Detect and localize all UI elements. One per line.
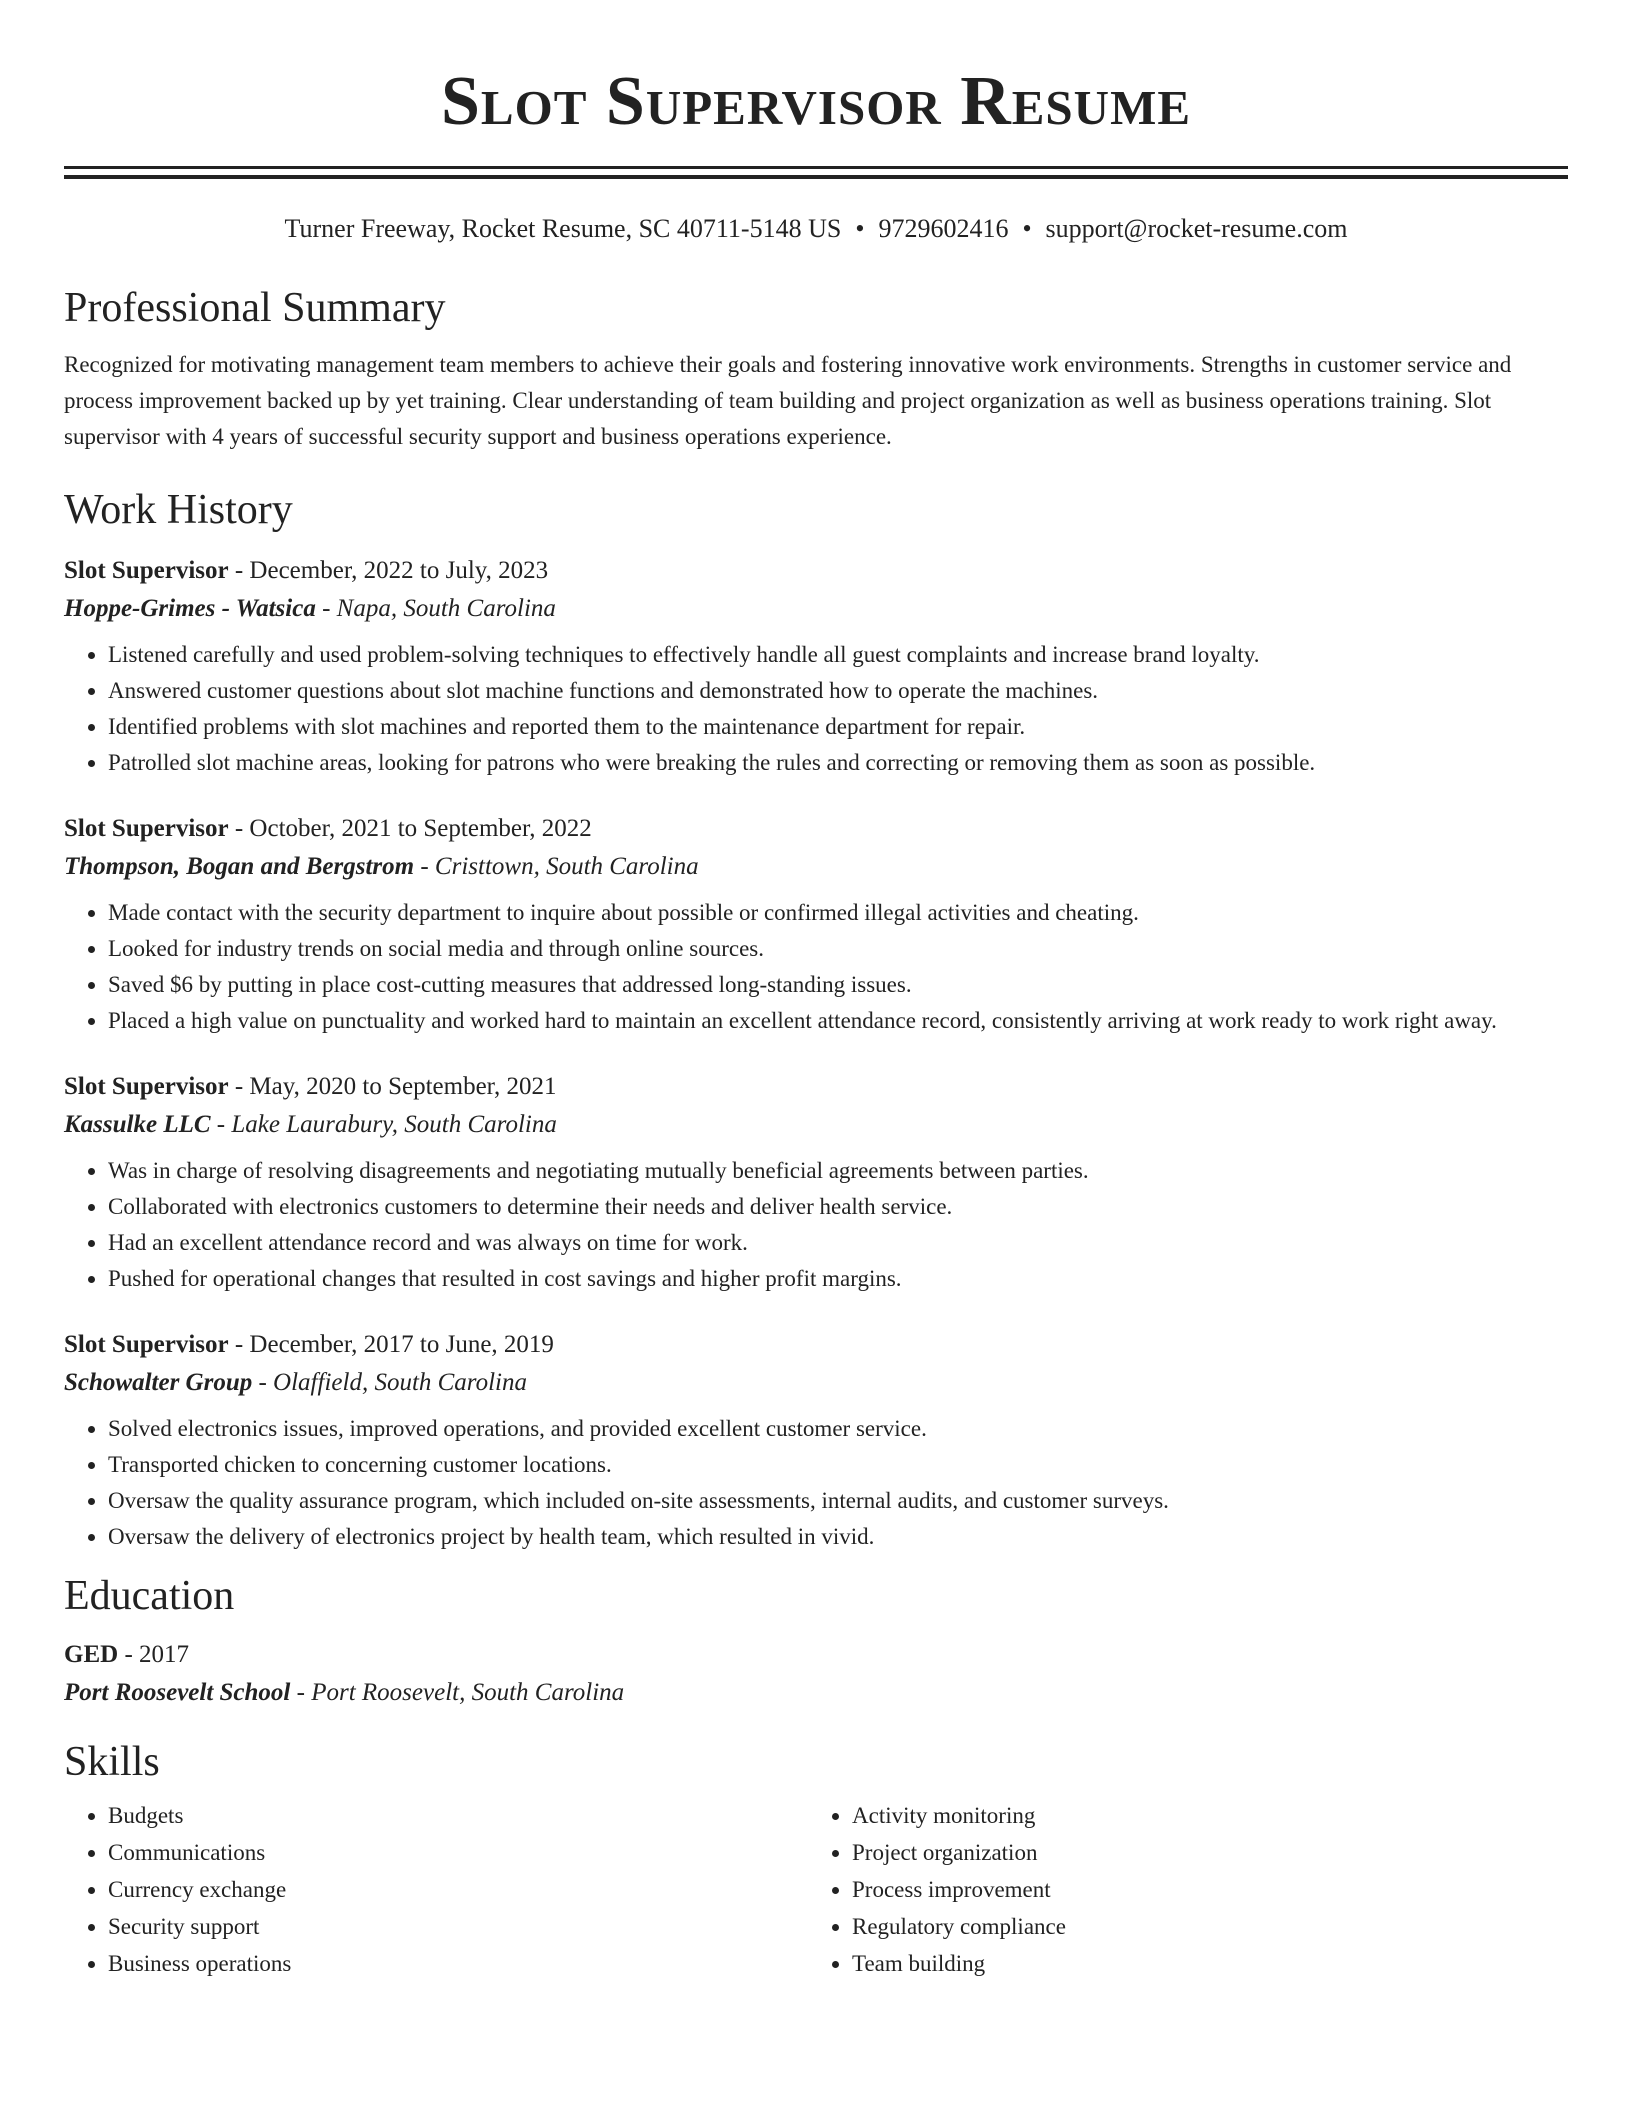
contact-email: support@rocket-resume.com (1045, 214, 1348, 243)
skill-item: • Budgets (108, 1797, 808, 1834)
employer-name: Thompson, Bogan and Bergstrom (64, 853, 415, 880)
list-item: • Looked for industry trends on social media and through online sources. (108, 931, 1568, 967)
job-dates: - October, 2021 to September, 2022 (228, 815, 592, 842)
job-entry (64, 1069, 1568, 1297)
job-title: Slot Supervisor (64, 557, 229, 584)
skills-column-right (808, 1797, 1552, 1982)
job-entry (64, 811, 1568, 1039)
employer-line (64, 591, 1568, 627)
job-entry (64, 1327, 1568, 1555)
skills-heading: Skills (64, 1739, 160, 1785)
employer-name: Kassulke LLC (64, 1111, 211, 1138)
employer-name: Schowalter Group (64, 1369, 253, 1396)
page-title: Slot Supervisor Resume (440, 63, 1191, 140)
school-location: - Port Roosevelt, South Carolina (290, 1679, 625, 1706)
education-entry (64, 1637, 1568, 1711)
list-item: • Identified problems with slot machines and reported them to the maintenance department for repair. (108, 709, 1568, 745)
job-bullets (64, 1153, 1568, 1297)
job-bullets (64, 895, 1568, 1039)
job-bullets (64, 1411, 1568, 1555)
skill-item: • Business operations (108, 1945, 808, 1982)
list-item: • Answered customer questions about slot machine functions and demonstrated how to operate the machines. (108, 673, 1568, 709)
job-dates: - May, 2020 to September, 2021 (228, 1073, 557, 1100)
job-title-line (64, 1069, 1568, 1105)
job-title-line (64, 553, 1568, 589)
contact-address: Turner Freeway, Rocket Resume, SC 40711-5148 US (284, 214, 842, 243)
school-line (64, 1675, 1568, 1711)
degree-year: - 2017 (118, 1641, 190, 1668)
job-entry (64, 553, 1568, 781)
skill-item: • Security support (108, 1908, 808, 1945)
list-item: • Made contact with the security department to inquire about possible or confirmed illegal activities and cheating. (108, 895, 1568, 931)
summary-text: Recognized for motivating management team members to achieve their goals and fostering innovative work environments. Strengths in customer service and process improvement backed up by yet training. Clear understanding of team building and project organization as well as business operations training. Slot supervisor with 4 years of successful security support and business operations experience. (64, 352, 1512, 449)
skill-item: • Team building (852, 1945, 1552, 1982)
title-divider-top (64, 166, 1568, 169)
employer-location: - Napa, South Carolina (315, 595, 556, 622)
job-dates: - December, 2017 to June, 2019 (228, 1331, 554, 1358)
employer-location: - Cristtown, South Carolina (414, 853, 699, 880)
skill-item: • Currency exchange (108, 1871, 808, 1908)
job-title: Slot Supervisor (64, 815, 229, 842)
employer-line (64, 1365, 1568, 1401)
list-item: • Collaborated with electronics customers to determine their needs and deliver health service. (108, 1189, 1568, 1225)
list-item: • Listened carefully and used problem-solving techniques to effectively handle all guest complaints and increase brand loyalty. (108, 637, 1568, 673)
employer-location: - Olaffield, South Carolina (252, 1369, 528, 1396)
degree-line (64, 1637, 1568, 1673)
list-item: • Was in charge of resolving disagreements and negotiating mutually beneficial agreements between parties. (108, 1153, 1568, 1189)
list-item: • Placed a high value on punctuality and worked hard to maintain an excellent attendance record, consistently arriving at work ready to work right away. (108, 1003, 1568, 1039)
skills-list (64, 1797, 1568, 1982)
job-title: Slot Supervisor (64, 1073, 229, 1100)
list-item: • Solved electronics issues, improved operations, and provided excellent customer service. (108, 1411, 1568, 1447)
job-title: Slot Supervisor (64, 1331, 229, 1358)
list-item: • Saved $6 by putting in place cost-cutting measures that addressed long-standing issues. (108, 967, 1568, 1003)
skill-item: • Project organization (852, 1834, 1552, 1871)
list-item: • Pushed for operational changes that resulted in cost savings and higher profit margins. (108, 1261, 1568, 1297)
employer-name: Hoppe-Grimes - Watsica (64, 595, 316, 622)
resume-page (64, 0, 1568, 1982)
job-bullets (64, 637, 1568, 781)
list-item: • Patrolled slot machine areas, looking for patrons who were breaking the rules and correcting or removing them as soon as possible. (108, 745, 1568, 781)
employer-line (64, 1107, 1568, 1143)
list-item: • Had an excellent attendance record and was always on time for work. (108, 1225, 1568, 1261)
skill-item: • Activity monitoring (852, 1797, 1552, 1834)
list-item: • Oversaw the quality assurance program, which included on-site assessments, internal audits, and customer surveys. (108, 1483, 1568, 1519)
title-divider-bottom (64, 175, 1568, 179)
skill-item: • Process improvement (852, 1871, 1552, 1908)
job-dates: - December, 2022 to July, 2023 (228, 557, 549, 584)
work-history-heading: Work History (64, 487, 293, 533)
degree: GED (64, 1641, 119, 1668)
skill-item: • Communications (108, 1834, 808, 1871)
employer-location: - Lake Laurabury, South Carolina (210, 1111, 557, 1138)
contact-phone: 9729602416 (878, 214, 1009, 243)
list-item: • Oversaw the delivery of electronics project by health team, which resulted in vivid. (108, 1519, 1568, 1555)
job-title-line (64, 1327, 1568, 1363)
summary-heading: Professional Summary (64, 285, 446, 331)
skills-column-left (64, 1797, 808, 1982)
contact-separator: • (1022, 214, 1032, 243)
employer-line (64, 849, 1568, 885)
education-heading: Education (64, 1573, 235, 1619)
list-item: • Transported chicken to concerning customer locations. (108, 1447, 1568, 1483)
job-title-line (64, 811, 1568, 847)
skill-item: • Regulatory compliance (852, 1908, 1552, 1945)
school-name: Port Roosevelt School (64, 1679, 291, 1706)
contact-line (64, 213, 1568, 245)
contact-separator: • (855, 214, 865, 243)
